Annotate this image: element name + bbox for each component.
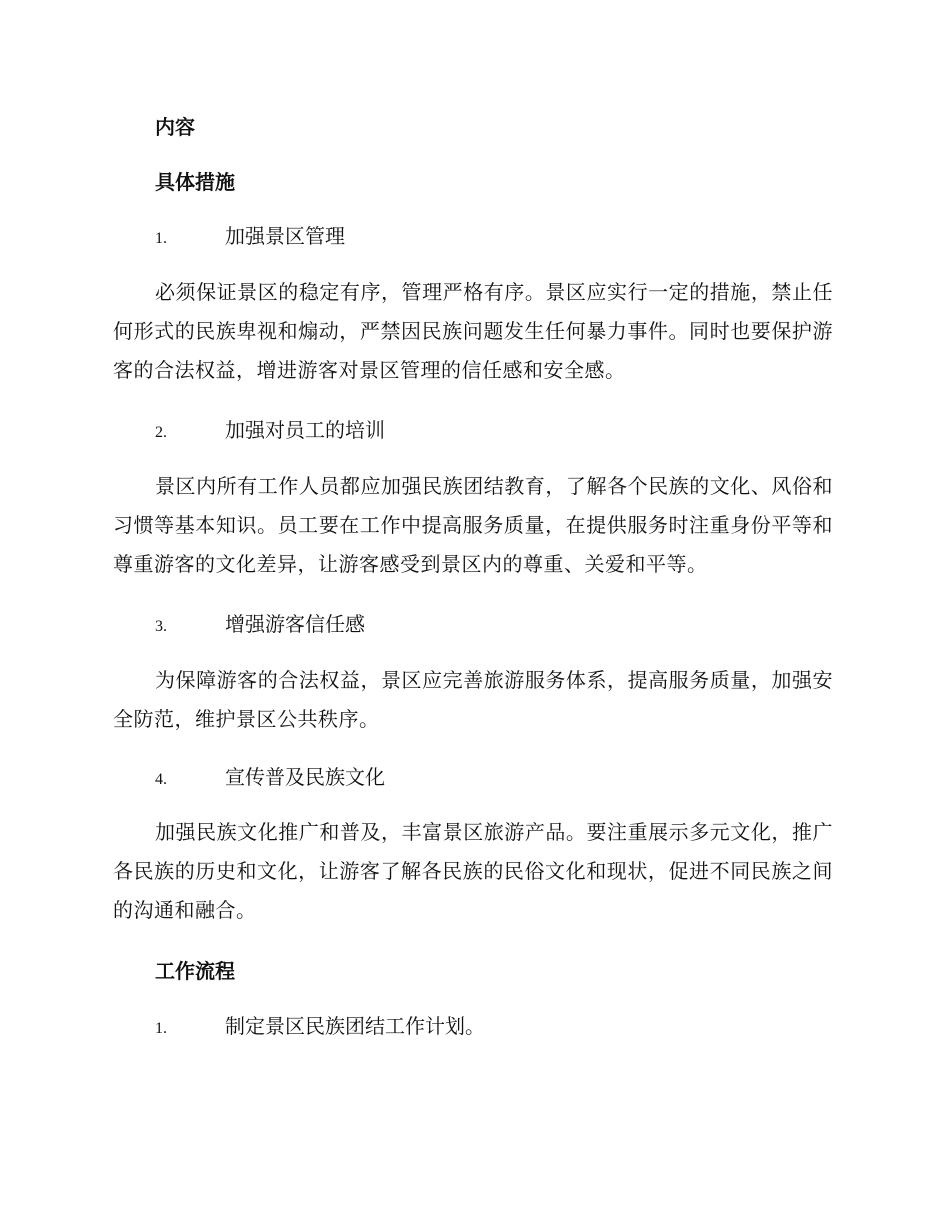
measure-item-number: 2. <box>155 424 167 441</box>
measure-paragraph-3: 为保障游客的合法权益，景区应完善旅游服务体系，提高服务质量，加强安全防范，维护景区公共秩序。 <box>113 668 833 731</box>
measure-item-label: 增强游客信任感 <box>225 612 365 636</box>
workflow-item-number: 1. <box>155 1020 167 1037</box>
measure-item-number: 3. <box>155 618 167 635</box>
workflow-item-label: 制定景区民族团结工作计划。 <box>225 1014 485 1038</box>
measure-paragraph-2: 景区内所有工作人员都应加强民族团结教育，了解各个民族的文化、风俗和习惯等基本知识。员工要在工作中提高服务质量，在提供服务时注重身份平等和尊重游客的文化差异，让游客感受到景区内的尊重、关爱和平等。 <box>113 474 833 576</box>
measure-item-3 <box>155 605 833 646</box>
section-title: 内容 <box>155 115 195 139</box>
workflow-item-1 <box>155 1007 833 1048</box>
workflow-heading: 工作流程 <box>155 959 235 983</box>
measure-paragraph-1: 必须保证景区的稳定有序，管理严格有序。景区应实行一定的措施，禁止任何形式的民族卑视和煽动，严禁因民族问题发生任何暴力事件。同时也要保护游客的合法权益，增进游客对景区管理的信任感和安全感。 <box>113 280 833 382</box>
measure-paragraph-4: 加强民族文化推广和普及，丰富景区旅游产品。要注重展示多元文化，推广各民族的历史和文化，让游客了解各民族的民俗文化和现状，促进不同民族之间的沟通和融合。 <box>113 820 833 922</box>
measure-item-4 <box>155 758 833 799</box>
measure-item-1 <box>155 217 833 258</box>
measure-item-label: 加强景区管理 <box>225 224 345 248</box>
measure-item-label: 加强对员工的培训 <box>225 418 385 442</box>
measure-item-2 <box>155 411 833 452</box>
measure-item-label: 宣传普及民族文化 <box>225 765 385 789</box>
measure-item-number: 4. <box>155 771 167 788</box>
measure-item-number: 1. <box>155 230 167 247</box>
measures-heading: 具体措施 <box>155 170 235 194</box>
